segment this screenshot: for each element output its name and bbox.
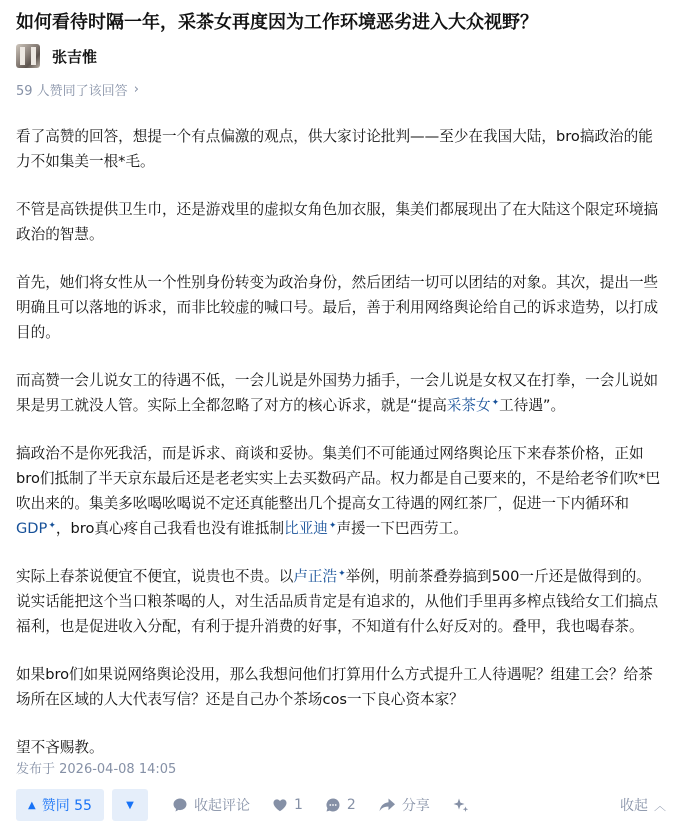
upvote-button[interactable] [16, 789, 104, 821]
author-info [16, 42, 97, 70]
sparkle-icon: ✦ [338, 569, 346, 579]
link-text: 比亚迪 [284, 520, 328, 537]
paragraph-text: ，bro真心疼自己我看也没有谁抵制 [55, 520, 285, 537]
chat-bubble-icon [325, 797, 341, 813]
favorite-count: 2 [346, 797, 356, 813]
sparkle-icon: ✦ [328, 521, 337, 531]
publish-time[interactable]: 发布于 2026-04-08 14:05 [16, 762, 177, 777]
share-label: 分享 [401, 798, 430, 814]
answer-paragraph-7: 如果bro们如果说网络舆论没用，那么我想问他们打算用什么方式提升工人待遇呢？组建工会？给茶场所在区域的人大代表写信？还是自己办个茶场cos一下良心资本家？ [16, 666, 653, 708]
answer-paragraph-3: 首先，她们将女性从一个性别身份转变为政治身份，然后团结一切可以团结的对象。其次，提出一些明确且可以落地的诉求，而非比较虚的喊口号。最后，善于利用网络舆论给自己的诉求造势，以打成目的。 [16, 274, 659, 341]
like-button[interactable] [272, 797, 303, 813]
answer-paragraph-2: 不管是高铁提供卫生巾，还是游戏里的虚拟女角色加衣服，集美们都展现出了在大陆这个限定环境搞政治的智慧。 [16, 201, 659, 243]
question-title[interactable]: 如何看待时隔一年，采茶女再度因为工作环境恶劣进入大众视野？ [16, 12, 538, 33]
answer-paragraph-5 [16, 441, 664, 541]
keyword-link-gdp[interactable] [16, 520, 56, 537]
link-text: GDP [16, 520, 48, 537]
answer-paragraph-6 [16, 564, 664, 639]
avatar[interactable] [16, 44, 40, 68]
sparkle-icon [452, 796, 470, 814]
keyword-link-luzhenghao[interactable] [293, 568, 345, 585]
share-button[interactable] [378, 795, 430, 815]
link-text: 采茶女 [446, 397, 491, 414]
favorite-button[interactable] [325, 797, 356, 813]
downvote-button[interactable] [112, 789, 148, 821]
keyword-link-caichanv[interactable] [447, 397, 499, 414]
paragraph-text: 举例，明前茶叠券搞到500一斤还是做得到的。说实话能把这个当口粮茶喝的人，对生活品质肯定是有追求的，从他们手里再多榨点钱给女工们搞点福利，也是促进收入分配，有利于提升消费的好事，不知道有什么好反对的。叠甲，我也喝春茶。 [16, 568, 659, 635]
author-name[interactable]: 张吉惟 [52, 47, 98, 66]
heart-icon [272, 797, 288, 813]
paragraph-text: 工待遇”。 [499, 397, 566, 414]
paragraph-text: 搞政治不是你死我活，而是诉求、商谈和妥协。集美们不可能通过网络舆论压下来春茶价格，正如bro们抵制了半天京东最后还是老老实实上去买数码产品。权力都是自己要来的，不是给老爷们吹*巴吹出来的。集美多吆喝吆喝说不定还真能整出几个提高女工待遇的网红茶厂，促进一下内循环和 [16, 445, 661, 512]
ai-sparkle-button[interactable] [452, 796, 476, 814]
vote-summary-link[interactable] [16, 80, 139, 99]
answer-paragraph-8: 望不吝赐教。 [16, 739, 104, 756]
sparkle-icon: ✦ [491, 398, 500, 408]
action-bar [16, 788, 666, 822]
chevron-right-icon: › [133, 82, 139, 97]
comment-toggle-button[interactable] [172, 795, 250, 815]
vote-summary-text: 59 人赞同了该回答 [16, 84, 128, 99]
paragraph-text: 而高赞一会儿说女工的待遇不低，一会儿说是外国势力插手，一会儿说是女权又在打拳，一会儿说如果是男工就没人管。实际上全都忽略了对方的核心诉求，就是“提高 [16, 372, 659, 414]
downvote-icon: ▼ [126, 799, 134, 811]
comment-icon [172, 797, 188, 813]
share-arrow-icon [378, 797, 396, 813]
sparkle-icon: ✦ [48, 521, 56, 531]
answer-content [16, 124, 664, 783]
chevron-up-icon: ︿ [653, 798, 666, 813]
keyword-link-byd[interactable] [284, 520, 336, 537]
link-text: 卢正浩 [293, 568, 338, 585]
upvote-label: 赞同 55 [41, 798, 92, 814]
answer-paragraph-4 [16, 368, 664, 418]
paragraph-text: 实际上春茶说便宜不便宜，说贵也不贵。以 [16, 568, 294, 585]
upvote-icon: ▲ [28, 799, 36, 811]
paragraph-text: 声援一下巴西劳工。 [336, 520, 468, 537]
collapse-label: 收起 [619, 798, 648, 814]
collapse-answer-button[interactable] [620, 788, 666, 822]
answer-paragraph-1: 看了高赞的回答，想提一个有点偏激的观点，供大家讨论批判——至少在我国大陆，bro搞政治的能力不如集美一根*毛。 [16, 128, 653, 170]
like-count: 1 [293, 797, 303, 813]
comment-label: 收起评论 [193, 798, 250, 814]
